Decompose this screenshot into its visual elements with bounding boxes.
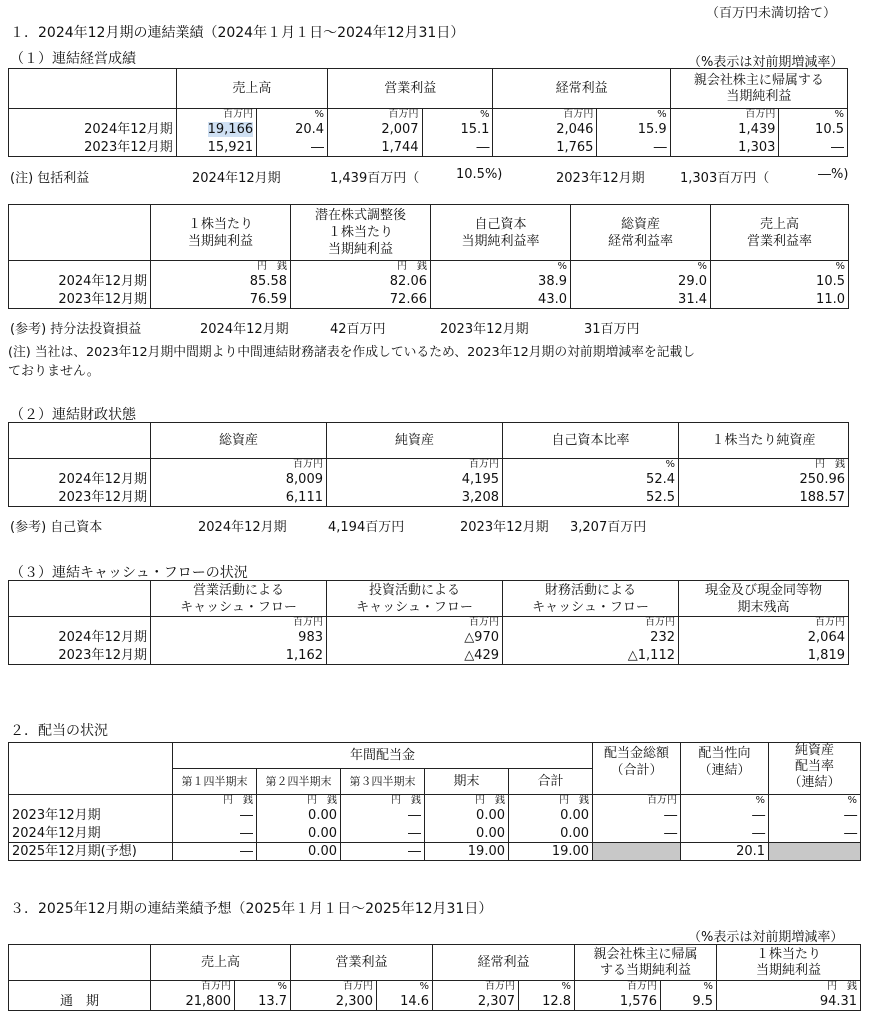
value-cell: 19.00: [425, 843, 509, 861]
unit-cell: 円 銭: [291, 261, 431, 273]
value-cell: 31.4: [571, 291, 711, 309]
value-cell: 11.0: [711, 291, 849, 309]
value-cell: 0.00: [257, 825, 341, 843]
value-cell: 0.00: [509, 807, 593, 825]
value-cell: △429: [327, 647, 503, 665]
value-cell: 188.57: [679, 489, 849, 507]
value-cell: 4,195: [327, 471, 503, 489]
row-label: 2024年12月期: [9, 825, 173, 843]
unit-cell: 円 銭: [257, 795, 341, 807]
unit-cell: %: [257, 109, 328, 121]
per-share-table: [8, 204, 849, 309]
financial-position-title: （２）連結財政状態: [10, 407, 136, 423]
unit-cell: %: [503, 459, 679, 471]
header-sales: 売上高: [176, 69, 327, 109]
unit-cell: %: [779, 109, 848, 121]
note-comprehensive-period2: 2023年12月期: [556, 171, 645, 186]
value-cell: 82.06: [291, 273, 431, 291]
unit-cell: 円 銭: [341, 795, 425, 807]
value-cell: 52.4: [503, 471, 679, 489]
value-cell: 9.5: [661, 993, 717, 1011]
value-cell: ―: [341, 825, 425, 843]
value-cell: ―: [422, 139, 493, 157]
unit-cell: 百万円: [327, 459, 503, 471]
value-cell: 10.5: [779, 121, 848, 139]
unit-note: （百万円未満切捨て）: [706, 6, 837, 21]
value-cell: 29.0: [571, 273, 711, 291]
value-cell: 1,162: [151, 647, 327, 665]
value-cell: 13.7: [235, 993, 291, 1011]
ref-equity-method-period2: 2023年12月期: [440, 322, 529, 337]
note-line-1: (注) 当社は、2023年12月期中間期より中間連結財務諸表を作成しているため、2023年12月期の対前期増減率を記載し: [8, 345, 696, 360]
header-net-assets: 純資産: [327, 423, 503, 459]
value-cell: 0.00: [425, 807, 509, 825]
value-cell: 12.8: [519, 993, 575, 1011]
table-row: [9, 825, 861, 843]
unit-cell: %: [571, 261, 711, 273]
header-total-assets: 総資産: [151, 423, 327, 459]
header-q1: 第１四半期末: [173, 769, 257, 795]
header-dividend-total: 配当金総額 （合計）: [593, 743, 681, 795]
header-operating-cf: 営業活動による キャッシュ・フロー: [151, 581, 327, 617]
value-cell: ―: [173, 807, 257, 825]
ref-equity-method-period1: 2024年12月期: [200, 322, 289, 337]
row-label: 2024年12月期: [9, 273, 151, 291]
section1-title: １．2024年12月期の連結業績（2024年１月１日～2024年12月31日）: [10, 25, 465, 41]
value-cell: 0.00: [257, 807, 341, 825]
unit-cell: 百万円: [575, 981, 661, 993]
value-cell: ―: [173, 843, 257, 861]
value-cell: 15.1: [422, 121, 493, 139]
unit-cell: 円 銭: [679, 459, 849, 471]
value-cell: 0.00: [257, 843, 341, 861]
row-label: 2024年12月期: [9, 121, 177, 139]
value-cell: 2,046: [493, 121, 597, 139]
unit-cell: 百万円: [670, 109, 779, 121]
header-eps: １株当たり 当期純利益: [151, 205, 291, 261]
value-cell: 14.6: [377, 993, 433, 1011]
value-cell: 8,009: [151, 471, 327, 489]
unit-cell: 百万円: [151, 981, 235, 993]
value-cell: ―: [779, 139, 848, 157]
header-q3: 第３四半期末: [341, 769, 425, 795]
table-row: [9, 843, 861, 861]
table-row: [9, 647, 849, 665]
value-cell: △1,112: [503, 647, 679, 665]
unit-cell: %: [431, 261, 571, 273]
table-row: [9, 121, 848, 139]
value-cell: 2,300: [291, 993, 377, 1011]
value-cell: 43.0: [431, 291, 571, 309]
row-label: 2024年12月期: [9, 471, 151, 489]
value-cell: △970: [327, 629, 503, 647]
header-financing-cf: 財務活動による キャッシュ・フロー: [503, 581, 679, 617]
value-cell: 19,166: [176, 121, 256, 139]
unit-cell: 百万円: [151, 459, 327, 471]
row-label: 通 期: [9, 993, 151, 1011]
value-cell: 21,800: [151, 993, 235, 1011]
note-comprehensive-label: (注) 包括利益: [10, 171, 90, 186]
ref-equity-value2: 3,207百万円: [570, 520, 647, 535]
value-cell: 2,007: [328, 121, 423, 139]
value-cell: ―: [597, 139, 670, 157]
value-cell: 1,303: [670, 139, 779, 157]
header-roa: 総資産 経常利益率: [571, 205, 711, 261]
header-operating-income: 営業利益: [328, 69, 493, 109]
forecast-pct-note: （%表示は対前期増減率）: [688, 930, 844, 945]
value-cell: 0.00: [509, 825, 593, 843]
table-row: [9, 489, 849, 507]
unit-cell: %: [519, 981, 575, 993]
value-cell: 10.5: [711, 273, 849, 291]
value-cell: ―: [681, 807, 769, 825]
unit-cell: %: [769, 795, 861, 807]
note-comprehensive-value2: 1,303百万円（: [680, 171, 770, 186]
unit-cell: %: [377, 981, 433, 993]
forecast-table: [8, 944, 861, 1011]
unit-cell: 百万円: [327, 617, 503, 629]
value-cell: ―: [257, 139, 328, 157]
forecast-header-ordinary-income: 経常利益: [433, 945, 575, 981]
value-cell: 1,576: [575, 993, 661, 1011]
value-cell: 3,208: [327, 489, 503, 507]
unit-cell: 百万円: [176, 109, 256, 121]
value-cell: 1,765: [493, 139, 597, 157]
value-cell: 2,064: [679, 629, 849, 647]
value-cell: 6,111: [151, 489, 327, 507]
header-roe: 自己資本 当期純利益率: [431, 205, 571, 261]
value-cell: 19.00: [509, 843, 593, 861]
header-q2: 第２四半期末: [257, 769, 341, 795]
unit-cell: 百万円: [291, 981, 377, 993]
unit-cell: 百万円: [328, 109, 423, 121]
table-row: [9, 629, 849, 647]
operating-results-title: （１）連結経営成績: [10, 51, 136, 67]
value-cell: 38.9: [431, 273, 571, 291]
header-ordinary-income: 経常利益: [493, 69, 670, 109]
unit-cell: 百万円: [503, 617, 679, 629]
value-cell: 232: [503, 629, 679, 647]
unit-cell: 円 銭: [717, 981, 861, 993]
row-label: 2025年12月期(予想): [9, 843, 173, 861]
value-cell: 20.1: [681, 843, 769, 861]
note-comprehensive-pct1: 10.5%): [456, 167, 503, 182]
value-cell: 983: [151, 629, 327, 647]
table-row: [9, 291, 849, 309]
header-year-end: 期末: [425, 769, 509, 795]
shaded-cell: [593, 843, 681, 861]
note-comprehensive-period1: 2024年12月期: [192, 171, 281, 186]
forecast-header-sales: 売上高: [151, 945, 291, 981]
row-label: 2023年12月期: [9, 291, 151, 309]
corner-cell: [9, 69, 177, 109]
section2-title: ２．配当の状況: [10, 723, 108, 739]
ref-equity-value1: 4,194百万円: [328, 520, 405, 535]
header-bps: １株当たり純資産: [679, 423, 849, 459]
unit-cell: 円 銭: [509, 795, 593, 807]
table-row: [9, 993, 861, 1011]
value-cell: ―: [341, 843, 425, 861]
financial-position-table: [8, 422, 849, 507]
ref-equity-method-value2: 31百万円: [584, 322, 640, 337]
unit-cell: 百万円: [593, 795, 681, 807]
value-cell: 76.59: [151, 291, 291, 309]
ref-equity-method-value1: 42百万円: [330, 322, 386, 337]
unit-cell: 百万円: [679, 617, 849, 629]
row-label: 2023年12月期: [9, 807, 173, 825]
row-label: 2023年12月期: [9, 489, 151, 507]
note-comprehensive-pct2: ―%): [818, 167, 849, 182]
dividend-table: [8, 742, 861, 861]
row-label: 2023年12月期: [9, 139, 177, 157]
value-cell: 2,307: [433, 993, 519, 1011]
forecast-header-eps: １株当たり 当期純利益: [717, 945, 861, 981]
header-investing-cf: 投資活動による キャッシュ・フロー: [327, 581, 503, 617]
header-cash-end: 現金及び現金同等物 期末残高: [679, 581, 849, 617]
unit-cell: %: [597, 109, 670, 121]
row-label: 2024年12月期: [9, 629, 151, 647]
note-line-2: ておりません。: [8, 364, 100, 379]
header-total: 合計: [509, 769, 593, 795]
table-row: [9, 273, 849, 291]
value-cell: ―: [593, 825, 681, 843]
unit-cell: 円 銭: [173, 795, 257, 807]
cash-flow-title: （３）連結キャッシュ・フローの状況: [10, 565, 248, 581]
note-comprehensive-value1: 1,439百万円（: [330, 171, 420, 186]
value-cell: 1,744: [328, 139, 423, 157]
unit-cell: 百万円: [433, 981, 519, 993]
ref-equity-method-label: (参考) 持分法投資損益: [10, 322, 142, 337]
unit-cell: 百万円: [151, 617, 327, 629]
forecast-header-net-income: 親会社株主に帰属 する当期純利益: [575, 945, 717, 981]
ref-equity-label: (参考) 自己資本: [10, 520, 103, 535]
value-cell: 20.4: [257, 121, 328, 139]
unit-cell: %: [711, 261, 849, 273]
unit-cell: 円 銭: [425, 795, 509, 807]
value-cell: ―: [173, 825, 257, 843]
value-cell: 94.31: [717, 993, 861, 1011]
cash-flow-table: [8, 580, 849, 665]
value-cell: 52.5: [503, 489, 679, 507]
header-diluted-eps: 潜在株式調整後 １株当たり 当期純利益: [291, 205, 431, 261]
value-cell: 72.66: [291, 291, 431, 309]
forecast-header-operating-income: 営業利益: [291, 945, 433, 981]
header-operating-margin: 売上高 営業利益率: [711, 205, 849, 261]
unit-cell: %: [235, 981, 291, 993]
unit-cell: %: [661, 981, 717, 993]
value-cell: 15.9: [597, 121, 670, 139]
value-cell: 0.00: [425, 825, 509, 843]
value-cell: 1,819: [679, 647, 849, 665]
value-cell: 15,921: [176, 139, 256, 157]
pct-change-note: （%表示は対前期増減率）: [688, 55, 844, 70]
value-cell: 1,439: [670, 121, 779, 139]
unit-cell: 百万円: [493, 109, 597, 121]
table-row: [9, 139, 848, 157]
unit-cell: %: [681, 795, 769, 807]
header-payout-ratio: 配当性向 （連結）: [681, 743, 769, 795]
operating-results-table: [8, 68, 848, 157]
header-net-income: 親会社株主に帰属する 当期純利益: [670, 69, 847, 109]
row-label: 2023年12月期: [9, 647, 151, 665]
value-cell: ―: [593, 807, 681, 825]
value-cell: ―: [341, 807, 425, 825]
value-cell: ―: [769, 807, 861, 825]
value-cell: 250.96: [679, 471, 849, 489]
value-cell: ―: [769, 825, 861, 843]
shaded-cell: [769, 843, 861, 861]
header-annual-dividend: 年間配当金: [173, 743, 593, 769]
value-cell: ―: [681, 825, 769, 843]
unit-cell: 円 銭: [151, 261, 291, 273]
table-row: [9, 471, 849, 489]
ref-equity-period1: 2024年12月期: [198, 520, 287, 535]
value-cell: 85.58: [151, 273, 291, 291]
table-row: [9, 807, 861, 825]
header-equity-ratio: 自己資本比率: [503, 423, 679, 459]
section3-title: ３．2025年12月期の連結業績予想（2025年１月１日～2025年12月31日）: [10, 901, 493, 917]
unit-cell: %: [422, 109, 493, 121]
ref-equity-period2: 2023年12月期: [460, 520, 549, 535]
header-doe: 純資産 配当率 （連結）: [769, 743, 861, 795]
